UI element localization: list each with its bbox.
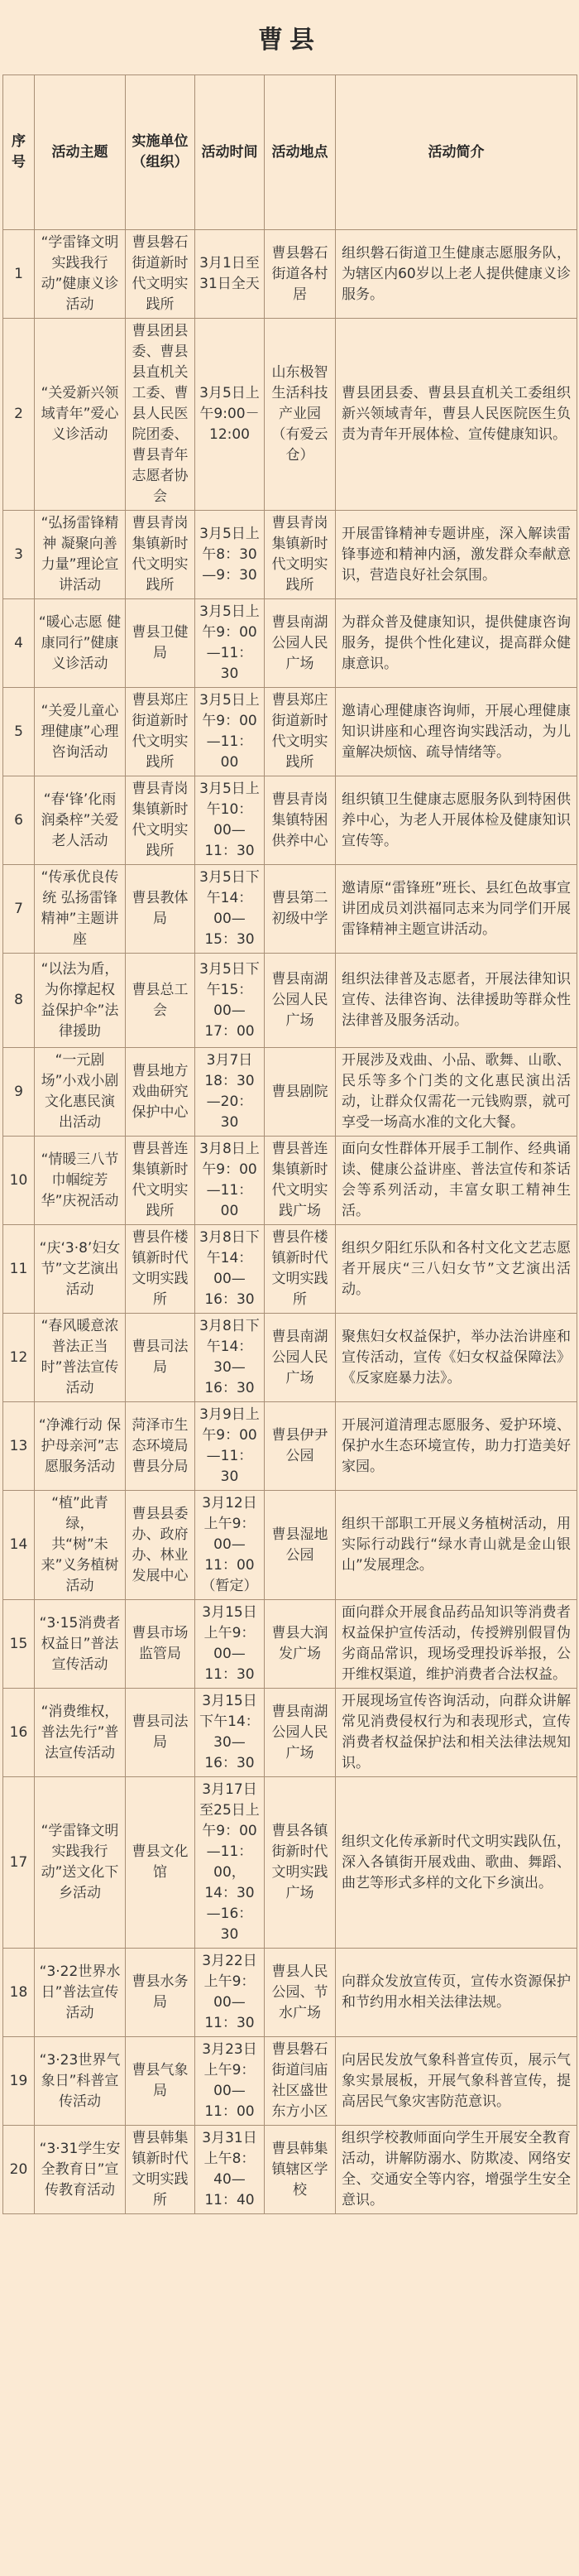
table-body (3, 230, 577, 2214)
activity-place: 曹县普连集镇新时代文明实践广场 (265, 1137, 336, 1225)
activity-desc: 邀请心理健康咨询师，开展心理健康知识讲座和心理咨询实践活动，为儿童解决烦恼、疏导情绪等。 (336, 688, 577, 776)
activity-time: 3月15日下午14：30—16：30 (195, 1689, 265, 1777)
activity-theme: “庆‘3·8’妇女节”文艺演出活动 (35, 1225, 126, 1314)
activity-org: 菏泽市生态环境局曹县分局 (126, 1402, 195, 1491)
row-number: 14 (3, 1491, 35, 1600)
header-org: 实施单位（组织） (126, 75, 195, 230)
activity-desc: 面向女性群体开展手工制作、经典诵读、健康公益讲座、普法宣传和茶话会等系列活动，丰富女职工精神生活。 (336, 1137, 577, 1225)
activity-desc: 开展涉及戏曲、小品、歌舞、山歌、民乐等多个门类的文化惠民演出活动，让群众仅需花一元钱购票，就可享受一场高水准的文化大餐。 (336, 1048, 577, 1137)
activity-org: 曹县地方戏曲研究保护中心 (126, 1048, 195, 1137)
table-row (3, 230, 577, 319)
activity-desc: 曹县团县委、曹县县直机关工委组织新兴领域青年，曹县人民医院医生负责为青年开展体检、宣传健康知识。 (336, 319, 577, 511)
activity-theme: “学雷锋文明实践我行动”送文化下乡活动 (35, 1777, 126, 1949)
activity-org: 曹县普连集镇新时代文明实践所 (126, 1137, 195, 1225)
table-row (3, 688, 577, 776)
activity-time: 3月1日至31日全天 (195, 230, 265, 319)
table-row (3, 865, 577, 954)
activity-place: 曹县剧院 (265, 1048, 336, 1137)
row-number: 18 (3, 1949, 35, 2037)
table-row (3, 1689, 577, 1777)
activity-theme: “传承优良传统 弘扬雷锋精神”主题讲座 (35, 865, 126, 954)
activity-table (2, 74, 577, 2214)
activity-place: 曹县郑庄街道新时代文明实践所 (265, 688, 336, 776)
page-title: 曹县 (258, 26, 321, 55)
activity-time: 3月8日下午14：00—16：30 (195, 1225, 265, 1314)
activity-time: 3月5日下午14：00—15：30 (195, 865, 265, 954)
row-number: 2 (3, 319, 35, 511)
table-row (3, 599, 577, 688)
activity-place: 曹县南湖公园人民广场 (265, 1314, 336, 1402)
table-row (3, 1402, 577, 1491)
activity-place: 山东极智生活科技产业园（有爱云仓） (265, 319, 336, 511)
activity-place: 曹县伊尹公园 (265, 1402, 336, 1491)
activity-place: 曹县韩集镇辖区学校 (265, 2126, 336, 2214)
table-row (3, 1949, 577, 2037)
activity-theme: “3·15消费者权益日”普法宣传活动 (35, 1600, 126, 1689)
activity-theme: “消费维权，普法先行”普法宣传活动 (35, 1689, 126, 1777)
activity-time: 3月5日上午9:00－12:00 (195, 319, 265, 511)
activity-place: 曹县大润发广场 (265, 1600, 336, 1689)
activity-place: 曹县南湖公园人民广场 (265, 1689, 336, 1777)
table-row (3, 776, 577, 865)
activity-theme: “3·22世界水日”普法宣传活动 (35, 1949, 126, 2037)
activity-time: 3月17日至25日上午9：00—11：00，14：30—16：30 (195, 1777, 265, 1949)
activity-theme: “春风暖意浓 普法正当时”普法宣传活动 (35, 1314, 126, 1402)
activity-org: 曹县县委办、政府办、林业发展中心 (126, 1491, 195, 1600)
table-row (3, 1314, 577, 1402)
activity-theme: “关爱新兴领域青年”爱心义诊活动 (35, 319, 126, 511)
table-row (3, 1600, 577, 1689)
activity-org: 曹县仵楼镇新时代文明实践所 (126, 1225, 195, 1314)
activity-theme: “暖心志愿 健康同行”健康义诊活动 (35, 599, 126, 688)
activity-desc: 邀请原“雷锋班”班长、县红色故事宣讲团成员刘洪福同志来为同学们开展雷锋精神主题宣讲活动。 (336, 865, 577, 954)
activity-desc: 组织干部职工开展义务植树活动，用实际行动践行“绿水青山就是金山银山”发展理念。 (336, 1491, 577, 1600)
activity-desc: 向居民发放气象科普宣传页，展示气象实景展板，开展气象科普宣传，提高居民气象灾害防范意识。 (336, 2037, 577, 2126)
activity-place: 曹县第二初级中学 (265, 865, 336, 954)
row-number: 12 (3, 1314, 35, 1402)
header-desc: 活动简介 (336, 75, 577, 230)
activity-org: 曹县司法局 (126, 1689, 195, 1777)
activity-theme: “植”此青绿，共“树”未来”义务植树活动 (35, 1491, 126, 1600)
header-place: 活动地点 (265, 75, 336, 230)
activity-org: 曹县青岗集镇新时代文明实践所 (126, 776, 195, 865)
activity-place: 曹县青岗集镇新时代文明实践所 (265, 511, 336, 599)
activity-desc: 组织镇卫生健康志愿服务队到特困供养中心，为老人开展体检及健康知识宣传等。 (336, 776, 577, 865)
row-number: 13 (3, 1402, 35, 1491)
activity-place: 曹县人民公园、节水广场 (265, 1949, 336, 2037)
row-number: 11 (3, 1225, 35, 1314)
table-row (3, 2126, 577, 2214)
activity-desc: 开展河道清理志愿服务、爱护环境、保护水生态环境宣传，助力打造美好家园。 (336, 1402, 577, 1491)
table-row (3, 1137, 577, 1225)
activity-theme: “春‘锋’化雨润桑梓”关爱老人活动 (35, 776, 126, 865)
activity-org: 曹县卫健局 (126, 599, 195, 688)
activity-org: 曹县青岗集镇新时代文明实践所 (126, 511, 195, 599)
activity-desc: 组织夕阳红乐队和各村文化文艺志愿者开展庆“三八妇女节”文艺演出活动。 (336, 1225, 577, 1314)
row-number: 4 (3, 599, 35, 688)
activity-time: 3月5日上午9：00—11：30 (195, 599, 265, 688)
activity-time: 3月5日上午10：00—11：30 (195, 776, 265, 865)
activity-org: 曹县总工会 (126, 954, 195, 1048)
activity-desc: 面向群众开展食品药品知识等消费者权益保护宣传活动，传授辨别假冒伪劣商品常识，现场受理投诉举报，公开维权渠道，维护消费者合法权益。 (336, 1600, 577, 1689)
activity-org: 曹县水务局 (126, 1949, 195, 2037)
activity-theme: “以法为盾，为你撑起权益保护伞”法律援助 (35, 954, 126, 1048)
activity-desc: 聚焦妇女权益保护，举办法治讲座和宣传活动，宣传《妇女权益保障法》《反家庭暴力法》。 (336, 1314, 577, 1402)
activity-desc: 组织法律普及志愿者，开展法律知识宣传、法律咨询、法律援助等群众性法律普及服务活动。 (336, 954, 577, 1048)
table-row (3, 511, 577, 599)
activity-desc: 组织磐石街道卫生健康志愿服务队，为辖区内60岁以上老人提供健康义诊服务。 (336, 230, 577, 319)
activity-place: 曹县青岗集镇特困供养中心 (265, 776, 336, 865)
table-header-row (3, 75, 577, 230)
activity-theme: “情暖三八节 巾帼绽芳华”庆祝活动 (35, 1137, 126, 1225)
activity-org: 曹县韩集镇新时代文明实践所 (126, 2126, 195, 2214)
activity-theme: “关爱儿童心理健康”心理咨询活动 (35, 688, 126, 776)
activity-org: 曹县文化馆 (126, 1777, 195, 1949)
activity-theme: “3·31学生安全教育日”宣传教育活动 (35, 2126, 126, 2214)
row-number: 15 (3, 1600, 35, 1689)
activity-time: 3月8日下午14：30—16：30 (195, 1314, 265, 1402)
activity-desc: 向群众发放宣传页，宣传水资源保护和节约用水相关法律法规。 (336, 1949, 577, 2037)
activity-time: 3月5日上午8：30—9：30 (195, 511, 265, 599)
row-number: 10 (3, 1137, 35, 1225)
activity-org: 曹县司法局 (126, 1314, 195, 1402)
row-number: 7 (3, 865, 35, 954)
row-number: 5 (3, 688, 35, 776)
activity-org: 曹县气象局 (126, 2037, 195, 2126)
activity-org: 曹县磐石街道新时代文明实践所 (126, 230, 195, 319)
row-number: 1 (3, 230, 35, 319)
row-number: 9 (3, 1048, 35, 1137)
activity-time: 3月7日18：30—20：30 (195, 1048, 265, 1137)
activity-time: 3月9日上午9：00—11：30 (195, 1402, 265, 1491)
activity-desc: 组织文化传承新时代文明实践队伍，深入各镇街开展戏曲、歌曲、舞蹈、曲艺等形式多样的文化下乡演出。 (336, 1777, 577, 1949)
table-row (3, 2037, 577, 2126)
row-number: 17 (3, 1777, 35, 1949)
row-number: 3 (3, 511, 35, 599)
activity-org: 曹县教体局 (126, 865, 195, 954)
activity-desc: 开展现场宣传咨询活动，向群众讲解常见消费侵权行为和表现形式，宣传消费者权益保护法和相关法律法规知识。 (336, 1689, 577, 1777)
activity-time: 3月12日上午9：00—11：00（暂定） (195, 1491, 265, 1600)
activity-place: 曹县各镇街新时代文明实践广场 (265, 1777, 336, 1949)
table-row (3, 1048, 577, 1137)
header-time: 活动时间 (195, 75, 265, 230)
activity-theme: “3·23世界气象日”科普宣传活动 (35, 2037, 126, 2126)
header-theme: 活动主题 (35, 75, 126, 230)
table-row (3, 319, 577, 511)
row-number: 19 (3, 2037, 35, 2126)
activity-desc: 为群众普及健康知识，提供健康咨询服务，提供个性化建议，提高群众健康意识。 (336, 599, 577, 688)
activity-time: 3月8日上午9：00—11：00 (195, 1137, 265, 1225)
activity-place: 曹县仵楼镇新时代文明实践所 (265, 1225, 336, 1314)
activity-theme: “净滩行动 保护母亲河”志愿服务活动 (35, 1402, 126, 1491)
header-no: 序号 (3, 75, 35, 230)
activity-time: 3月5日下午15：00—17：00 (195, 954, 265, 1048)
row-number: 6 (3, 776, 35, 865)
table-row (3, 954, 577, 1048)
table-row (3, 1777, 577, 1949)
activity-org: 曹县郑庄街道新时代文明实践所 (126, 688, 195, 776)
activity-time: 3月31日上午8：40—11：40 (195, 2126, 265, 2214)
activity-place: 曹县磐石街道各村居 (265, 230, 336, 319)
activity-time: 3月5日上午9：00—11：00 (195, 688, 265, 776)
activity-desc: 组织学校教师面向学生开展安全教育活动，讲解防溺水、防欺凌、网络安全、交通安全等内容，增强学生安全意识。 (336, 2126, 577, 2214)
activity-org: 曹县团县委、曹县县直机关工委、曹县人民医院团委、曹县青年志愿者协会 (126, 319, 195, 511)
table-row (3, 1225, 577, 1314)
activity-time: 3月15日上午9：00—11：30 (195, 1600, 265, 1689)
row-number: 20 (3, 2126, 35, 2214)
activity-theme: “弘扬雷锋精神 凝聚向善力量”理论宣讲活动 (35, 511, 126, 599)
activity-theme: “学雷锋文明实践我行动”健康义诊活动 (35, 230, 126, 319)
activity-theme: “一元剧场”小戏小剧文化惠民演出活动 (35, 1048, 126, 1137)
activity-place: 曹县湿地公园 (265, 1491, 336, 1600)
row-number: 8 (3, 954, 35, 1048)
activity-time: 3月23日上午9：00—11：00 (195, 2037, 265, 2126)
activity-org: 曹县市场监管局 (126, 1600, 195, 1689)
activity-desc: 开展雷锋精神专题讲座，深入解读雷锋事迹和精神内涵，激发群众奉献意识，营造良好社会氛围。 (336, 511, 577, 599)
activity-time: 3月22日上午9：00—11：30 (195, 1949, 265, 2037)
row-number: 16 (3, 1689, 35, 1777)
activity-place: 曹县南湖公园人民广场 (265, 954, 336, 1048)
activity-place: 曹县南湖公园人民广场 (265, 599, 336, 688)
table-row (3, 1491, 577, 1600)
activity-place: 曹县磐石街道闫庙社区盛世东方小区 (265, 2037, 336, 2126)
